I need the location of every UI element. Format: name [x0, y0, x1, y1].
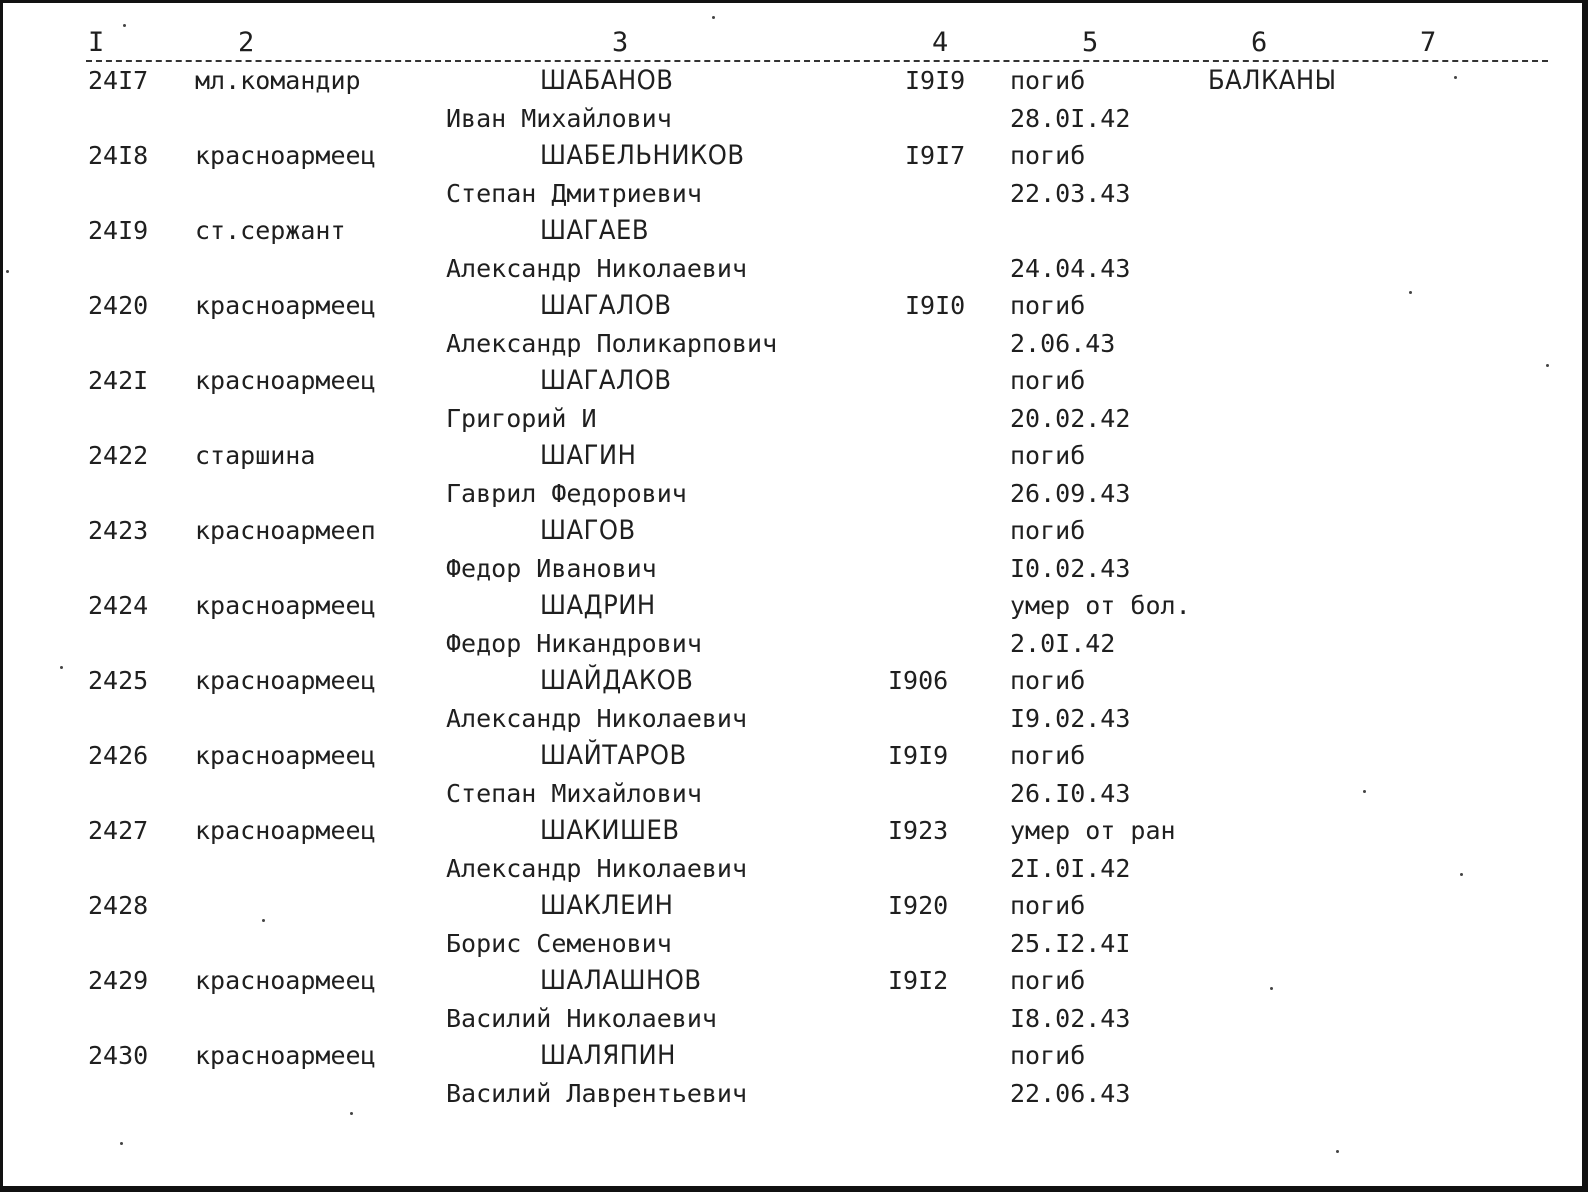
scan-speck — [1409, 291, 1412, 294]
record-date: 20.02.42 — [1010, 404, 1131, 433]
record-given-names: Федор Никандрович — [446, 629, 702, 658]
record-number: 242I — [88, 366, 149, 395]
record-date: I8.02.43 — [1010, 1004, 1131, 1033]
scan-speck — [1363, 790, 1366, 793]
record-fate: погиб — [1010, 141, 1086, 170]
scan-speck — [350, 1112, 353, 1115]
record-given-names: Степан Михайлович — [446, 779, 702, 808]
record-fate: погиб — [1010, 1041, 1086, 1070]
record-surname: ШАЙТАРОВ — [540, 740, 687, 771]
record-birth-year: I9I9 — [905, 66, 966, 95]
record-fate: умер от ран — [1010, 816, 1176, 845]
record-number: 24I9 — [88, 216, 149, 245]
record-surname: ШАЛАШНОВ — [540, 965, 702, 996]
column-header-7: 7 — [1420, 27, 1437, 58]
frame-border-top — [0, 0, 1588, 3]
record-given-names: Григорий И — [446, 404, 597, 433]
scan-speck — [120, 1142, 123, 1145]
record-rank: красноармеец — [195, 816, 376, 845]
record-surname: ШАГАЕВ — [540, 215, 650, 246]
record-surname: ШАЛЯПИН — [540, 1040, 676, 1071]
record-date: 24.04.43 — [1010, 254, 1131, 283]
record-date: 26.I0.43 — [1010, 779, 1131, 808]
record-date: I9.02.43 — [1010, 704, 1131, 733]
frame-border-right — [1582, 0, 1588, 1192]
record-birth-year: I923 — [888, 816, 949, 845]
record-date: 22.06.43 — [1010, 1079, 1131, 1108]
record-given-names: Борис Семенович — [446, 929, 672, 958]
record-given-names: Степан Дмитриевич — [446, 179, 702, 208]
record-surname: ШАГАЛОВ — [540, 290, 672, 321]
record-fate: погиб — [1010, 291, 1086, 320]
record-surname: ШАГОВ — [540, 515, 636, 546]
record-birth-year: I9I9 — [888, 741, 949, 770]
record-surname: ШАБЕЛЬНИКОВ — [540, 140, 745, 171]
scan-speck — [262, 919, 265, 922]
record-surname: ШАКЛЕИН — [540, 890, 674, 921]
record-surname: ШАБАНОВ — [540, 65, 674, 96]
record-birth-year: I920 — [888, 891, 949, 920]
record-number: 2430 — [88, 1041, 149, 1070]
record-birth-year: I906 — [888, 666, 949, 695]
record-date: 2.06.43 — [1010, 329, 1116, 358]
record-date: 25.I2.4I — [1010, 929, 1131, 958]
record-birth-year: I9I2 — [888, 966, 949, 995]
record-number: 2422 — [88, 441, 149, 470]
record-date: 22.03.43 — [1010, 179, 1131, 208]
record-given-names: Александр Николаевич — [446, 254, 748, 283]
record-place: БАЛКАНЫ — [1208, 65, 1337, 96]
column-header-2: 2 — [238, 27, 255, 58]
record-fate: погиб — [1010, 891, 1086, 920]
record-surname: ШАЙДАКОВ — [540, 665, 694, 696]
record-given-names: Гаврил Федорович — [446, 479, 687, 508]
record-date: 26.09.43 — [1010, 479, 1131, 508]
record-rank: красноармеец — [195, 666, 376, 695]
record-number: 2429 — [88, 966, 149, 995]
record-number: 2425 — [88, 666, 149, 695]
record-number: 24I8 — [88, 141, 149, 170]
record-rank: красноармеец — [195, 291, 376, 320]
record-rank: красноармеец — [195, 966, 376, 995]
record-given-names: Василий Николаевич — [446, 1004, 717, 1033]
record-number: 24I7 — [88, 66, 149, 95]
record-rank: красноармеец — [195, 1041, 376, 1070]
scan-speck — [712, 16, 715, 19]
column-header-4: 4 — [932, 27, 949, 58]
scan-speck — [123, 24, 126, 27]
frame-border-bottom — [0, 1186, 1588, 1192]
record-given-names: Александр Поликарпович — [446, 329, 778, 358]
header-dashed-rule — [86, 60, 1548, 62]
scan-speck — [1454, 76, 1457, 79]
record-rank: старшина — [195, 441, 316, 470]
column-header-1: I — [88, 27, 105, 58]
record-number: 2428 — [88, 891, 149, 920]
record-date: 28.0I.42 — [1010, 104, 1131, 133]
record-number: 2427 — [88, 816, 149, 845]
frame-border-left — [0, 0, 3, 1192]
record-rank: мл.командир — [195, 66, 361, 95]
record-surname: ШАКИШЕВ — [540, 815, 680, 846]
scan-speck — [60, 666, 63, 669]
record-fate: погиб — [1010, 66, 1086, 95]
record-birth-year: I9I0 — [905, 291, 966, 320]
column-header-5: 5 — [1082, 27, 1099, 58]
record-given-names: Александр Николаевич — [446, 854, 748, 883]
record-date: 2I.0I.42 — [1010, 854, 1131, 883]
scan-speck — [6, 270, 9, 273]
record-fate: погиб — [1010, 666, 1086, 695]
record-rank: красноармееп — [195, 516, 376, 545]
record-given-names: Иван Михайлович — [446, 104, 672, 133]
record-date: I0.02.43 — [1010, 554, 1131, 583]
record-fate: погиб — [1010, 741, 1086, 770]
record-number: 2423 — [88, 516, 149, 545]
record-rank: красноармеец — [195, 741, 376, 770]
scan-speck — [1460, 873, 1463, 876]
record-number: 2424 — [88, 591, 149, 620]
column-header-6: 6 — [1251, 27, 1268, 58]
record-rank: красноармеец — [195, 141, 376, 170]
record-fate: погиб — [1010, 516, 1086, 545]
record-fate: погиб — [1010, 966, 1086, 995]
column-header-3: 3 — [612, 27, 629, 58]
record-given-names: Федор Иванович — [446, 554, 657, 583]
record-surname: ШАДРИН — [540, 590, 656, 621]
record-number: 2426 — [88, 741, 149, 770]
record-date: 2.0I.42 — [1010, 629, 1116, 658]
record-rank: красноармеец — [195, 366, 376, 395]
scan-speck — [1270, 987, 1273, 990]
record-surname: ШАГАЛОВ — [540, 365, 672, 396]
record-birth-year: I9I7 — [905, 141, 966, 170]
record-number: 2420 — [88, 291, 149, 320]
record-rank: ст.сержант — [195, 216, 346, 245]
scan-speck — [1336, 1150, 1339, 1153]
record-given-names: Александр Николаевич — [446, 704, 748, 733]
record-fate: погиб — [1010, 441, 1086, 470]
record-surname: ШАГИН — [540, 440, 637, 471]
record-given-names: Василий Лаврентьевич — [446, 1079, 748, 1108]
record-fate: погиб — [1010, 366, 1086, 395]
record-fate: умер от бол. — [1010, 591, 1191, 620]
scan-speck — [1546, 364, 1549, 367]
record-rank: красноармеец — [195, 591, 376, 620]
